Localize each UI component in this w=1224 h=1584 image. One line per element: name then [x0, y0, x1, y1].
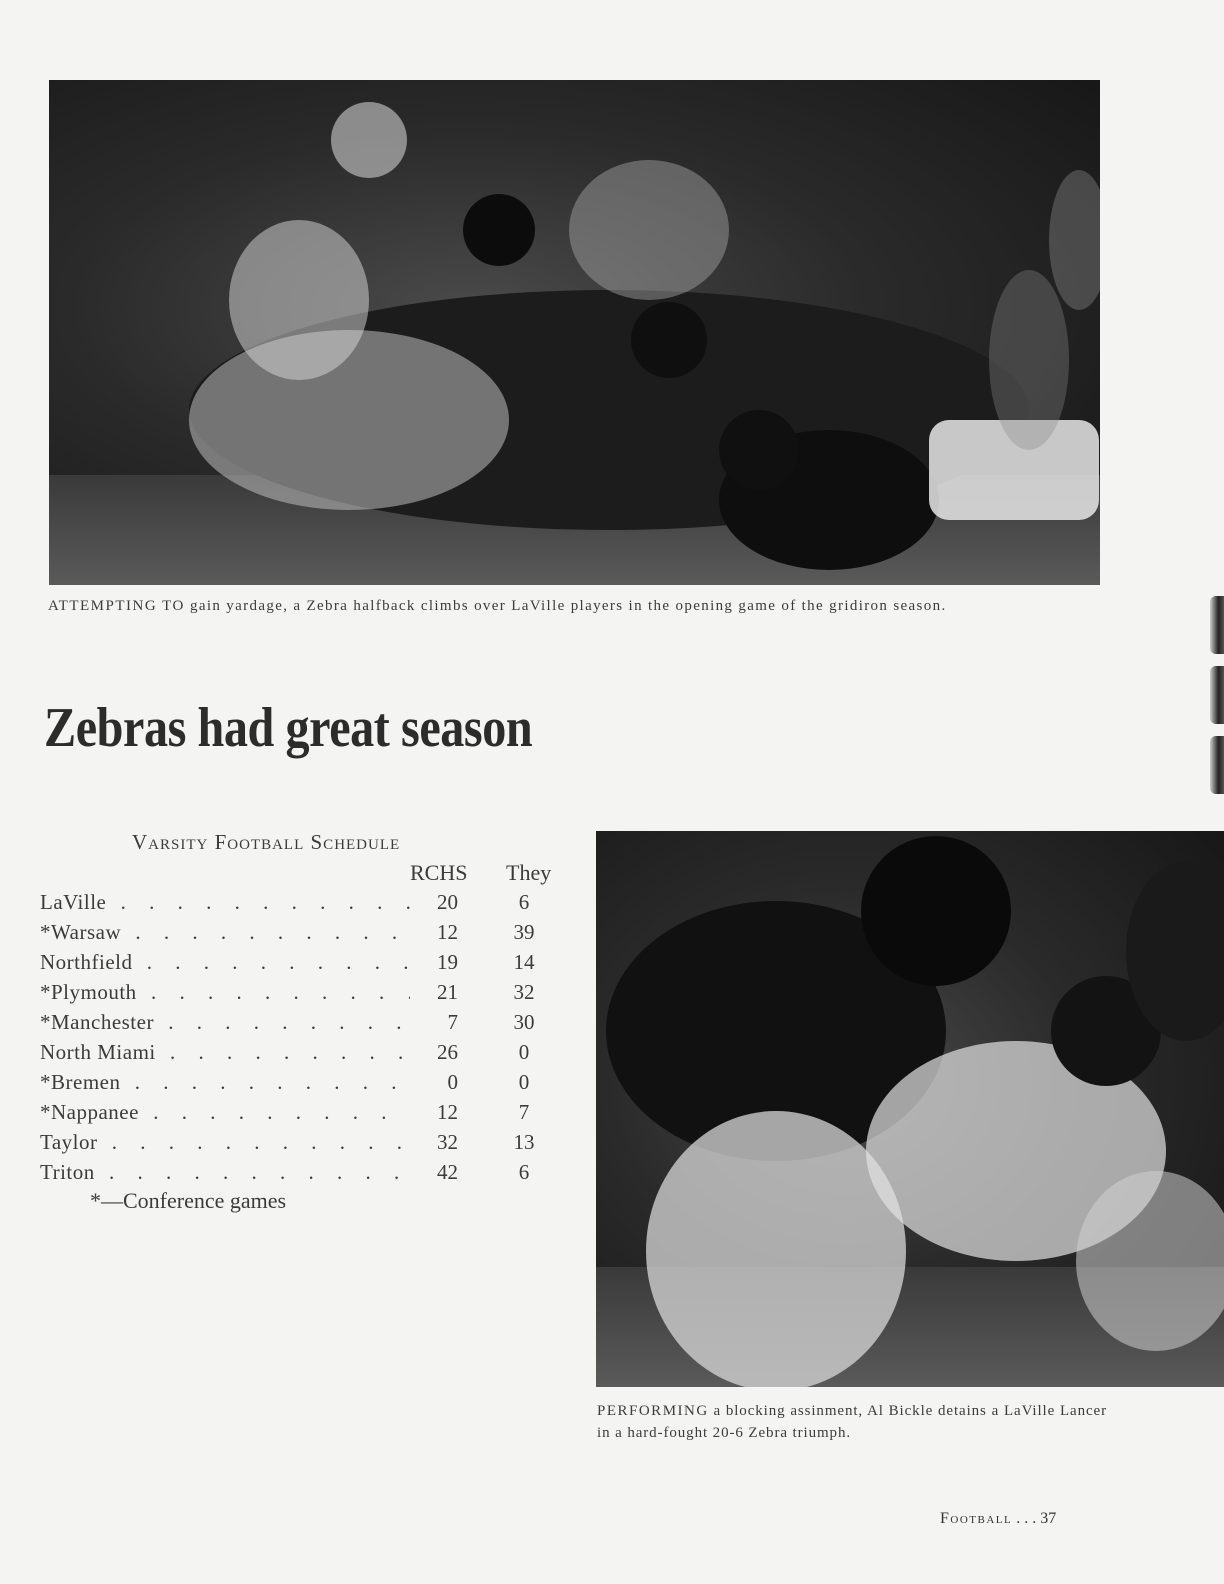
team-name: *Bremen . . . [40, 1070, 410, 1095]
opponent-score: 30 [513, 1010, 535, 1034]
table-row [40, 1040, 600, 1070]
team-name: Taylor . . . [40, 1130, 410, 1155]
opponent-score: 0 [518, 1070, 530, 1094]
rchs-score: 42 [437, 1160, 458, 1184]
column-header-they: They [506, 860, 552, 885]
team-name: Triton . . . [40, 1160, 410, 1185]
conference-games-note: *—Conference games [90, 1188, 287, 1213]
opponent-score: 0 [518, 1040, 530, 1064]
photo-players-illustration [596, 831, 1224, 1387]
caption-bottom-photo [597, 1400, 1107, 1444]
photo-football-pileup [49, 80, 1100, 585]
team-name: North Miami . . . [40, 1040, 410, 1065]
binder-tab [1210, 736, 1224, 794]
table-row [40, 1160, 600, 1190]
rchs-score: 7 [447, 1010, 458, 1034]
rchs-score: 26 [437, 1040, 458, 1064]
rchs-score: 20 [437, 890, 458, 914]
opponent-score: 14 [513, 950, 535, 974]
photo-players-illustration [49, 80, 1100, 585]
binder-tab [1210, 666, 1224, 724]
footer-section-name: Football [940, 1510, 1013, 1527]
opponent-score: 6 [518, 1160, 530, 1184]
footer-separator: . . . [1012, 1510, 1041, 1527]
caption-text: gain yardage, a Zebra halfback climbs over LaVille players in the opening game of the gridiron season. [184, 598, 947, 614]
caption-lead: ATTEMPTING TO [48, 598, 185, 614]
rchs-score: 0 [447, 1070, 458, 1094]
rchs-score: 19 [437, 950, 458, 974]
team-name: LaVille . . . [40, 890, 410, 915]
table-row [40, 1100, 600, 1130]
table-row [40, 1130, 600, 1160]
table-row [40, 920, 600, 950]
team-name: *Warsaw . . . [40, 920, 410, 945]
opponent-score: 39 [513, 920, 535, 944]
opponent-score: 6 [518, 890, 530, 914]
opponent-score: 32 [513, 980, 535, 1004]
table-row [40, 950, 600, 980]
rchs-score: 32 [437, 1130, 458, 1154]
caption-top-photo [48, 598, 1108, 615]
table-row [40, 1010, 600, 1040]
page-footer [940, 1510, 1056, 1528]
opponent-score: 7 [518, 1100, 530, 1124]
schedule-title: Varsity Football Schedule [132, 830, 401, 854]
rchs-score: 21 [437, 980, 458, 1004]
table-row [40, 1070, 600, 1100]
caption-lead: PERFORMING [597, 1403, 709, 1419]
binder-tab [1210, 596, 1224, 654]
opponent-score: 13 [513, 1130, 535, 1154]
team-name: *Manchester . . . [40, 1010, 410, 1035]
table-row [40, 980, 600, 1010]
team-name: Northfield . . . [40, 950, 410, 975]
caption-text: a blocking assinment, Al Bickle detains a LaVille Lancer in a hard-fought 20-6 Zebra triumph. [597, 1403, 1107, 1441]
rchs-score: 12 [437, 920, 458, 944]
team-name: *Nappanee . . . [40, 1100, 410, 1125]
page-title: Zebras had great season [44, 697, 533, 759]
page-number: 37 [1040, 1510, 1057, 1527]
column-header-rchs: RCHS [410, 860, 468, 885]
table-row [40, 890, 600, 920]
team-name: *Plymouth . . . [40, 980, 410, 1005]
rchs-score: 12 [437, 1100, 458, 1124]
photo-blocking-play [596, 831, 1224, 1387]
